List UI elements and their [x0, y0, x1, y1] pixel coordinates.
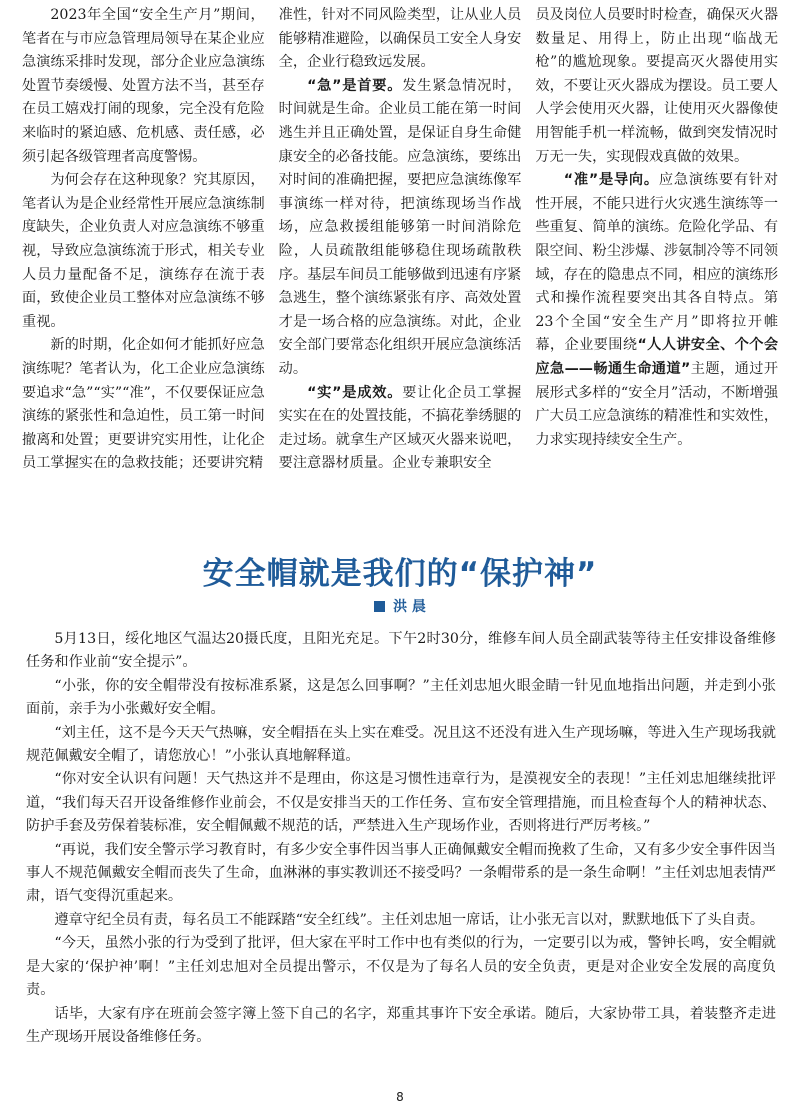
square-bullet-icon [374, 601, 385, 612]
byline [0, 596, 800, 616]
col2-heading-urgent: “急”是首要。 [307, 77, 403, 94]
column-1 [22, 4, 265, 476]
col3-paragraph-2 [535, 169, 778, 452]
col2-heading-practical: “实”是成效。 [307, 384, 403, 401]
top-article [22, 4, 778, 476]
column-3 [535, 4, 778, 476]
page-number: 8 [396, 1090, 404, 1104]
col1-paragraph-3: 新的时期，化企如何才能抓好应急演练呢？笔者认为，化工企业应急演练要追求“急”“实”“准”，不仅要保证应急演练的紧张性和急迫性，员工第一时间撤离和处置；更要讲究实用性，让化企员工掌握实在的急救技能；还要讲究精 [22, 337, 265, 472]
col3-heading-accurate: “准”是导向。 [563, 172, 659, 189]
author-name: 洪 晨 [393, 599, 426, 615]
main-paragraph: 5月13日，绥化地区气温达20摄氏度，且阳光充足。下午2时30分，维修车间人员全副武装等待主任安排设备维修任务和作业前“安全提示”。 [26, 631, 776, 671]
main-paragraph: “再说，我们安全警示学习教育时，有多少安全事件因当事人正确佩戴安全帽而挽救了生命，又有多少安全事件因当事人不规范佩戴安全帽而丧失了生命，血淋淋的事实教训还不接受吗？一条帽带系的是一条生命啊！”主任刘忠旭表情严肃，语气变得沉重起来。 [26, 841, 776, 905]
main-paragraph: 遵章守纪全员有责，每名员工不能踩踏“安全红线”。主任刘忠旭一席话，让小张无言以对，默默地低下了头自责。 [54, 911, 765, 928]
main-paragraph: “小张，你的安全帽带没有按标准系紧，这是怎么回事啊？”主任刘忠旭火眼金睛一针见血地指出问题，并走到小张面前，亲手为小张戴好安全帽。 [26, 677, 776, 718]
col3-paragraph-1: 员及岗位人员要时时检查，确保灭火器数量足、用得上，防止出现“临战无枪”的尴尬现象。要提高灭火器使用实效，不要让灭火器成为摆设。员工要人人学会使用灭火器，让使用灭火器像使用智能手机一样流畅，做到突发情况时万无一失，实现假戏真做的效果。 [535, 7, 779, 165]
col2-paragraph-2-text: 发生紧急情况时，时间就是生命。企业员工能在第一时间逃生并且正确处置，是保证自身生命健康安全的必备技能。应急演练，要练出对时间的准确把握，要把应急演练像军事演练一样对待，把演练现场当作战场，应急救援组能够第一时间消除危险，人员疏散组能够稳住现场疏散秩序。基层车间员工能够做到迅速有序紧急逃生，整个演练紧张有序、高效处置才是一场合格的应急演练。对此，企业安全部门要常态化组织开展应急演练活动。 [278, 77, 522, 377]
col2-paragraph-2 [279, 75, 522, 382]
col2-paragraph-3 [279, 382, 522, 476]
col2-paragraph-1: 准性，针对不同风险类型，让从业人员能够精准避险，以确保员工安全人身安全，企业行稳致远发展。 [278, 7, 522, 71]
main-paragraph: “刘主任，这不是今天天气热嘛，安全帽捂在头上实在难受。况且这不还没有进入生产现场嘛，等进入生产现场我就规范佩戴安全帽了，请您放心！”小张认真地解释道。 [26, 724, 776, 765]
article-title: 安全帽就是我们的“保护神” [202, 556, 598, 592]
main-paragraph: 话毕，大家有序在班前会签字簿上签下自己的名字，郑重其事许下安全承诺。随后，大家协带工具，着装整齐走进生产现场开展设备维修任务。 [26, 1005, 776, 1045]
main-paragraph: “你对安全认识有问题！天气热这并不是理由，你这是习惯性违章行为，是漠视安全的表现！”主任刘忠旭继续批评道，“我们每天召开设备维修作业前会，不仅是安排当天的工作任务、宣布安全管理措施，而且检查每个人的精神状态、防护手套及劳保着装标准，安全帽佩戴不规范的话，严禁进入生产现场作业，否则将进行严厉考核。” [26, 771, 776, 835]
main-paragraph: “今天，虽然小张的行为受到了批评，但大家在平时工作中也有类似的行为，一定要引以为戒，警钟长鸣，安全帽就是大家的‘保护神’啊！”主任刘忠旭对全员提出警示，不仅是为了每名人员的安全负责，更是对企业安全发展的高度负责。 [26, 935, 776, 999]
main-article-body [26, 628, 776, 1049]
col3-paragraph-2-text: 应急演练要有针对性开展，不能只进行火灾逃生演练等一些重复、简单的演练。危险化学品、有限空间、粉尘涉爆、涉氨制冷等不同领域，存在的隐患点不同，相应的演练形式和操作流程要突出其各自特点。第23个全国“安全生产月”即将拉开帷幕，企业要围绕 [535, 172, 779, 354]
col2-paragraph-3-text: 要让化企员工掌握实实在在的处置技能，不搞花拳绣腿的走过场。就拿生产区域灭火器来说吧，要注意器材质量。企业专兼职安全 [278, 384, 522, 472]
col1-paragraph-2: 为何会存在这种现象？究其原因，笔者认为是企业经常性开展应急演练制度缺失，企业负责人对应急演练不够重视，导致应急演练流于形式，相关专业人员力量配备不足，演练存在流于表面，致使企业员工整体对应急演练不够重视。 [22, 172, 265, 330]
col1-paragraph-1: 2023年全国“安全生产月”期间，笔者在与市应急管理局领导在某企业应急演练采排时发现，部分企业应急演练处置节奏缓慢、处置方法不当，甚至存在员工嬉戏打闹的现象，完全没有危险来临时的紧迫感、危机感、责任感，必须引起各级管理者高度警惕。 [22, 7, 265, 165]
col3-paragraph-2-end: 主题，通过开展形式多样的“安全月”活动，不断增强广大员工应急演练的精准性和实效性，力求实现持续安全生产。 [535, 360, 779, 448]
col3-theme: “人人讲安全、个个会应急——畅通生命通道” [535, 337, 779, 377]
column-2 [279, 4, 522, 476]
